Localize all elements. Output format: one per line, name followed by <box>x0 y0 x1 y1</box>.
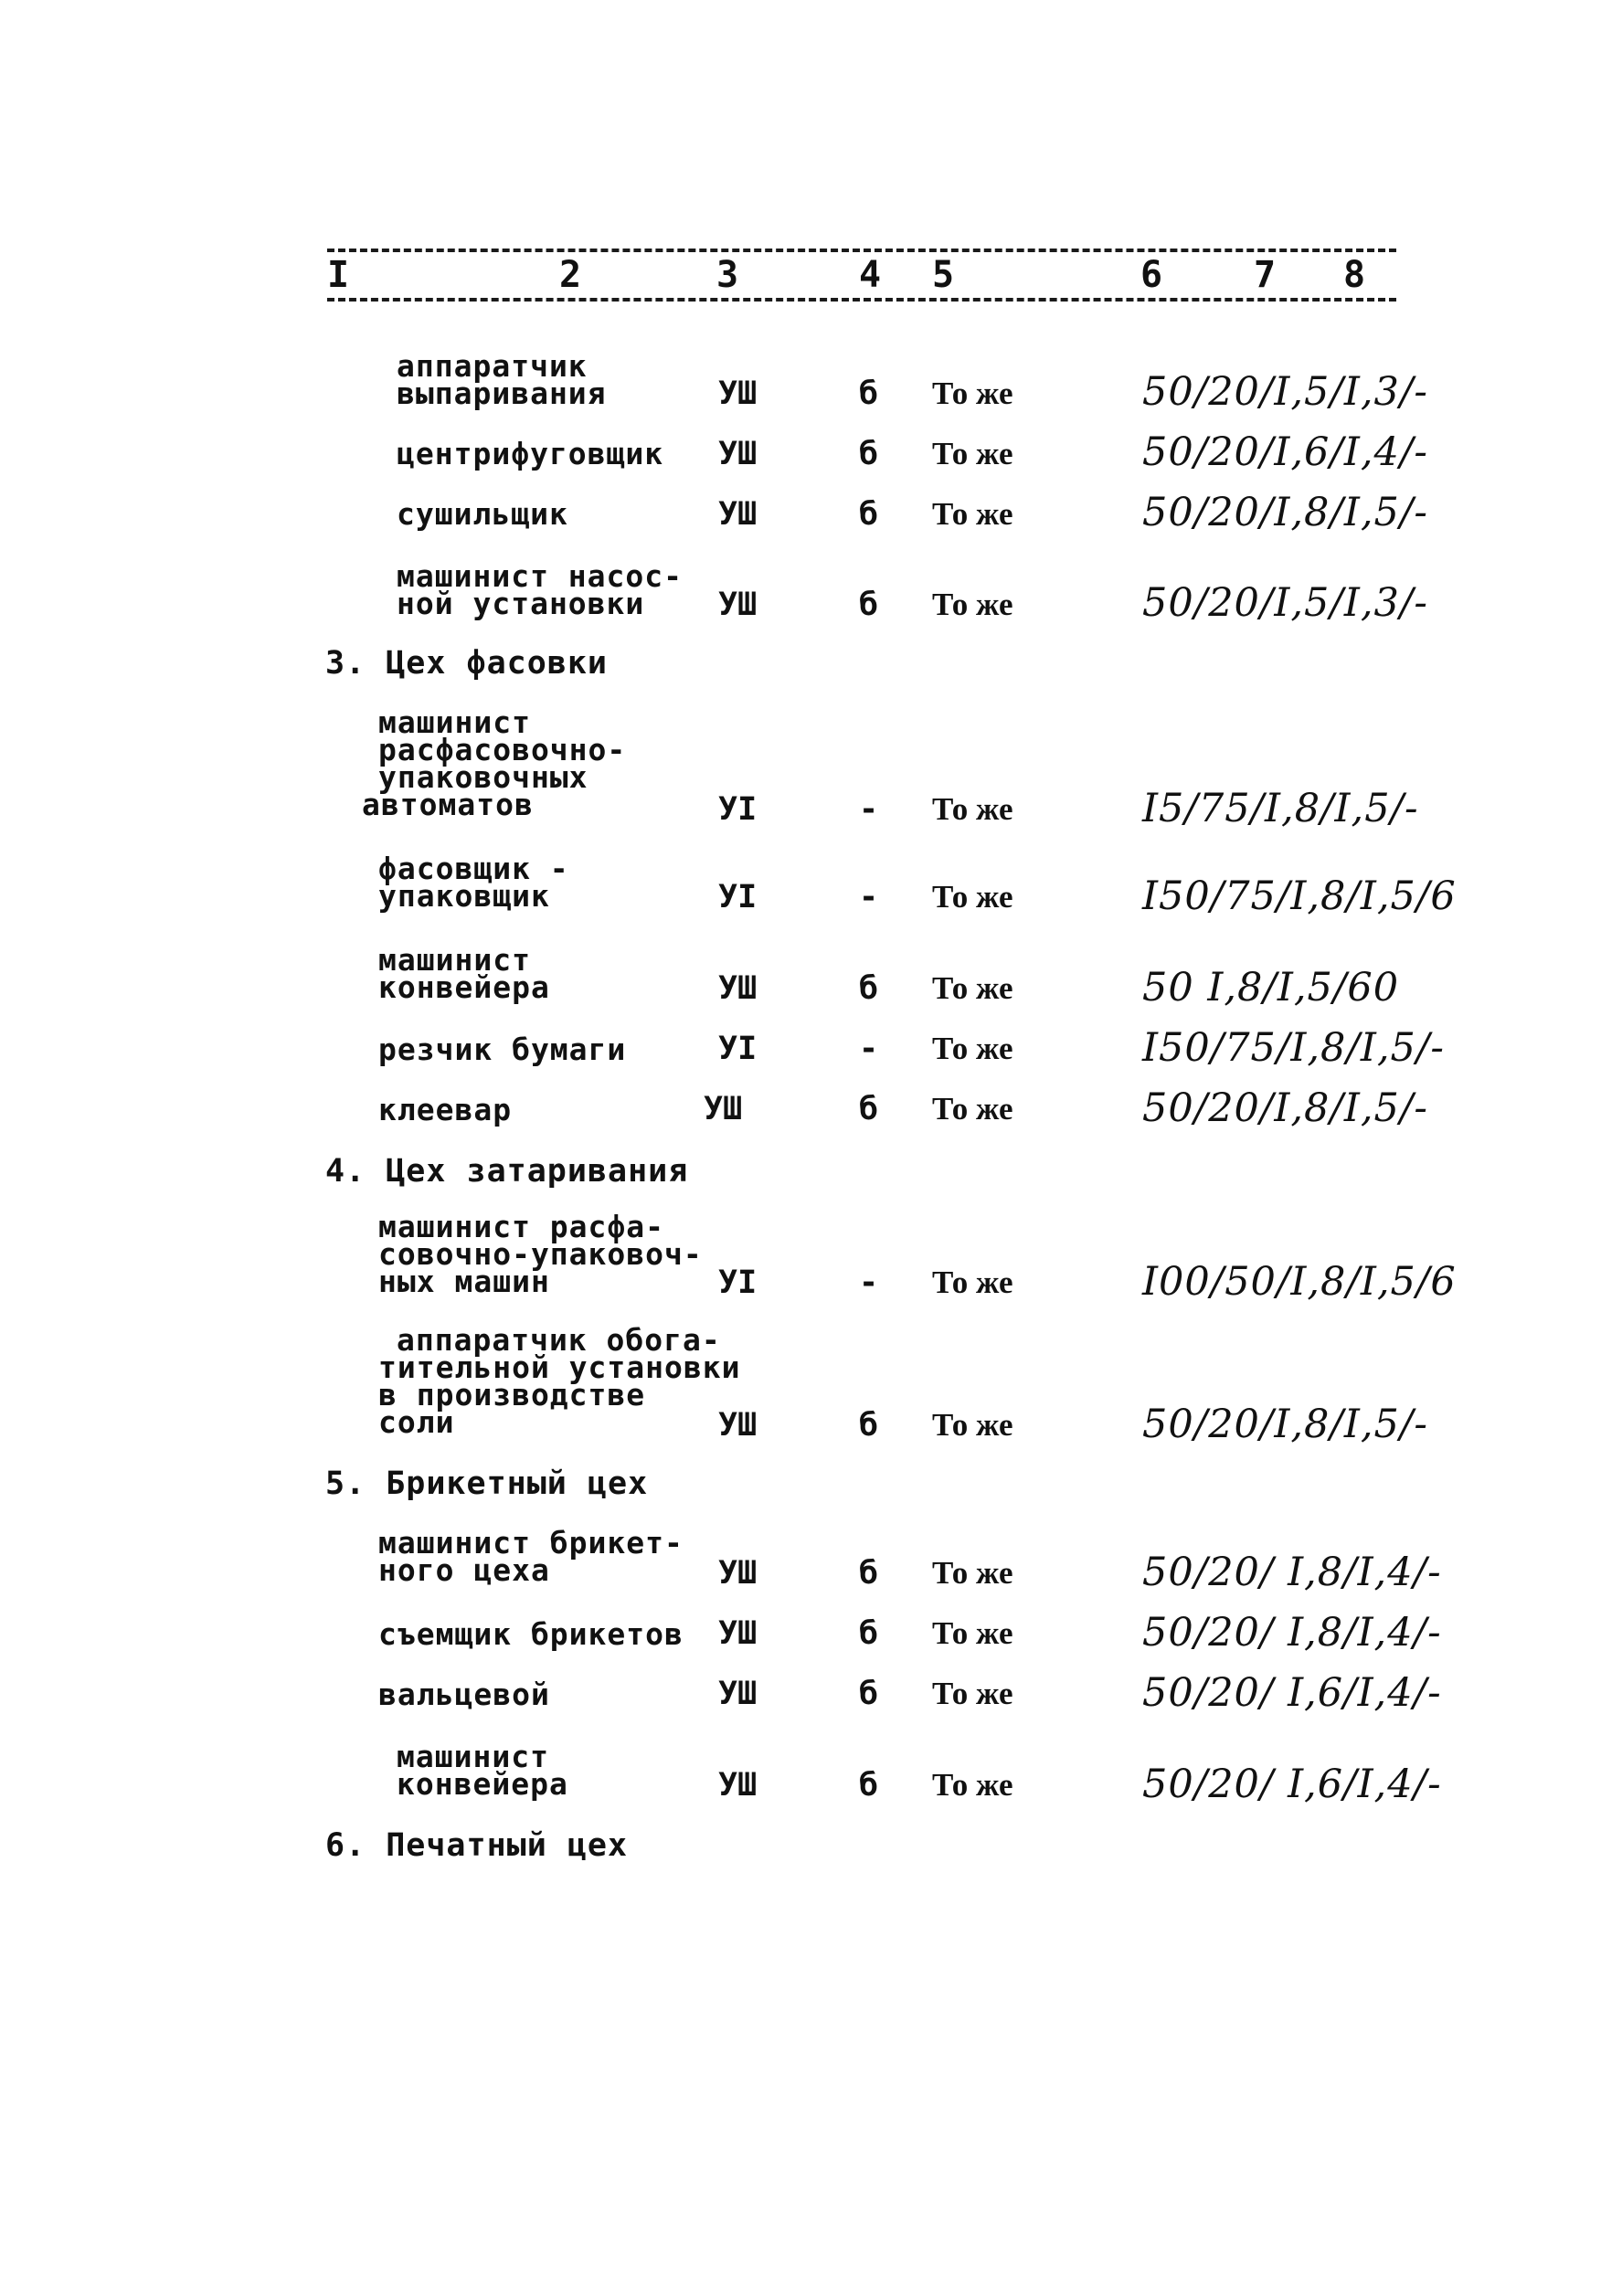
level-value: б <box>859 376 879 412</box>
profession-name: ного цеха <box>378 1552 550 1588</box>
group-value: УШ <box>718 587 758 623</box>
profession-name: расфасовочно- <box>378 732 627 767</box>
group-value: УШ <box>718 496 758 533</box>
level-value: - <box>859 791 879 828</box>
level-value: б <box>859 1555 879 1592</box>
handwritten-norms: I50/75/I,8/I,5/- <box>1142 1025 1445 1071</box>
level-value: б <box>859 587 879 623</box>
column-number-6: 6 <box>1140 254 1163 296</box>
group-value: УI <box>718 1264 758 1301</box>
group-value: УШ <box>718 436 758 472</box>
profession-name: соли <box>378 1404 455 1440</box>
handwritten-norms: 50/20/I,6/I,4/- <box>1142 429 1428 475</box>
similar-value: То же <box>932 587 1013 622</box>
group-value: УI <box>718 1031 758 1067</box>
group-value: УШ <box>718 376 758 412</box>
profession-name: ной установки <box>397 586 645 621</box>
similar-value: То же <box>932 436 1013 471</box>
handwritten-norms: 50/20/I,5/I,3/- <box>1142 580 1428 626</box>
profession-name: машинист насос- <box>397 558 684 594</box>
handwritten-norms: 50/20/ I,8/I,4/- <box>1142 1610 1442 1656</box>
profession-name: машинист <box>397 1739 549 1774</box>
column-number-1: I <box>327 254 350 296</box>
profession-name: выпаривания <box>397 376 607 411</box>
section-heading: 5. Брикетный цех <box>325 1465 649 1502</box>
level-value: - <box>859 1264 879 1301</box>
level-value: б <box>859 1676 879 1712</box>
profession-name: машинист <box>378 704 531 740</box>
handwritten-norms: 50/20/ I,6/I,4/- <box>1142 1670 1442 1716</box>
group-value: УI <box>718 879 758 915</box>
section-heading: 4. Цех затаривания <box>325 1153 689 1190</box>
profession-name: аппаратчик обога- <box>397 1322 721 1358</box>
profession-name: центрифуговщик <box>397 436 664 471</box>
handwritten-norms: 50 I,8/I,5/60 <box>1142 965 1400 1010</box>
header-bottom-rule <box>327 298 1396 302</box>
level-value: б <box>859 970 879 1007</box>
section-heading: 6. Печатный цех <box>325 1827 629 1864</box>
group-value: УШ <box>718 1615 758 1652</box>
similar-value: То же <box>932 791 1013 827</box>
profession-name: ных машин <box>378 1264 550 1299</box>
level-value: б <box>859 436 879 472</box>
profession-name: резчик бумаги <box>378 1032 627 1067</box>
group-value: УШ <box>704 1091 743 1127</box>
profession-name: совочно-упаковоч- <box>378 1236 703 1272</box>
group-value: УШ <box>718 1767 758 1804</box>
handwritten-norms: 50/20/I,8/I,5/- <box>1142 490 1428 535</box>
header-top-rule <box>327 249 1396 252</box>
group-value: УI <box>718 791 758 828</box>
handwritten-norms: I5/75/I,8/I,5/- <box>1142 786 1419 831</box>
profession-name: конвейера <box>397 1766 568 1802</box>
profession-name: упаковочных <box>378 759 588 795</box>
profession-name: съемщик брикетов <box>378 1616 684 1652</box>
handwritten-norms: I00/50/I,8/I,5/6 <box>1142 1259 1457 1305</box>
column-number-5: 5 <box>932 254 955 296</box>
profession-name: вальцевой <box>378 1677 550 1712</box>
column-number-8: 8 <box>1343 254 1366 296</box>
profession-name: аппаратчик <box>397 348 588 384</box>
similar-value: То же <box>932 1264 1013 1300</box>
similar-value: То же <box>932 1031 1013 1066</box>
level-value: - <box>859 1031 879 1067</box>
group-value: УШ <box>718 1555 758 1592</box>
column-number-4: 4 <box>859 254 882 296</box>
profession-name: сушильщик <box>397 496 568 532</box>
similar-value: То же <box>932 1767 1013 1803</box>
profession-name: машинист расфа- <box>378 1209 665 1244</box>
column-number-7: 7 <box>1254 254 1277 296</box>
level-value: - <box>859 879 879 915</box>
profession-name: машинист брикет- <box>378 1525 684 1561</box>
similar-value: То же <box>932 376 1013 411</box>
similar-value: То же <box>932 879 1013 915</box>
handwritten-norms: 50/20/I,8/I,5/- <box>1142 1402 1428 1447</box>
handwritten-norms: I50/75/I,8/I,5/6 <box>1142 873 1457 919</box>
profession-name: машинист <box>378 942 531 978</box>
column-number-2: 2 <box>559 254 582 296</box>
profession-name: тительной установки <box>378 1349 741 1385</box>
similar-value: То же <box>932 1407 1013 1443</box>
profession-name: клеевар <box>378 1092 513 1127</box>
profession-name: фасовщик - <box>378 851 569 886</box>
similar-value: То же <box>932 496 1013 532</box>
group-value: УШ <box>718 1676 758 1712</box>
level-value: б <box>859 1091 879 1127</box>
similar-value: То же <box>932 970 1013 1006</box>
handwritten-norms: 50/20/I,5/I,3/- <box>1142 369 1428 415</box>
group-value: УШ <box>718 970 758 1007</box>
similar-value: То же <box>932 1676 1013 1711</box>
similar-value: То же <box>932 1091 1013 1127</box>
level-value: б <box>859 1615 879 1652</box>
column-number-3: 3 <box>716 254 739 296</box>
handwritten-norms: 50/20/ I,8/I,4/- <box>1142 1550 1442 1595</box>
level-value: б <box>859 1407 879 1444</box>
profession-name: в производстве <box>378 1377 646 1413</box>
similar-value: То же <box>932 1615 1013 1651</box>
level-value: б <box>859 496 879 533</box>
handwritten-norms: 50/20/I,8/I,5/- <box>1142 1085 1428 1131</box>
profession-name: упаковщик <box>378 878 550 914</box>
group-value: УШ <box>718 1407 758 1444</box>
section-heading: 3. Цех фасовки <box>325 645 609 682</box>
profession-name: конвейера <box>378 969 550 1005</box>
level-value: б <box>859 1767 879 1804</box>
similar-value: То же <box>932 1555 1013 1591</box>
profession-name: автоматов <box>362 787 534 822</box>
handwritten-norms: 50/20/ I,6/I,4/- <box>1142 1762 1442 1807</box>
